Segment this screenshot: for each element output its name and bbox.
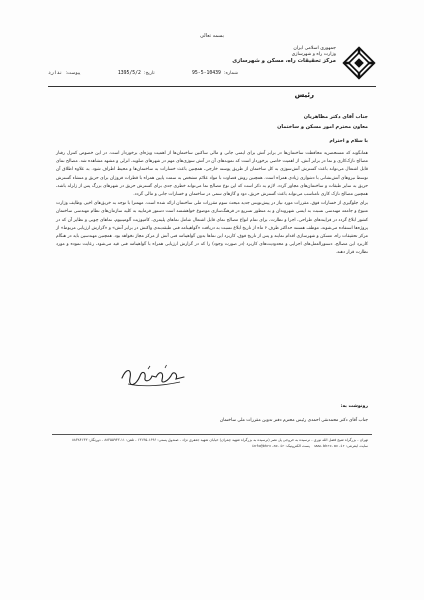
cc-recipient: جناب آقای دکتر محمدتقی احمدی رئیس محترم دفتر تدوین مقررات ملی ساختمان xyxy=(219,418,368,423)
number-value: 95-5-10439 xyxy=(192,70,221,76)
org-name-block xyxy=(226,46,336,64)
letter-meta xyxy=(48,68,238,78)
handwritten-signature-icon xyxy=(118,362,188,390)
email-link[interactable]: info@bhrc.ac.ir xyxy=(251,444,285,449)
letter-attachment xyxy=(48,71,80,76)
org-line: وزارت راه و شهرسازی xyxy=(291,52,336,57)
number-label: شماره: xyxy=(223,70,238,76)
cc-label: رونوشت به: xyxy=(340,404,368,409)
salutation: با سلام و احترام xyxy=(329,139,368,144)
email-label: پست الکترونیک: xyxy=(285,444,310,449)
attachment-label: پیوست: xyxy=(65,70,81,76)
org-name: مرکز تحقیقات راه، مسکن و شهرسازی xyxy=(232,58,336,64)
letter-body xyxy=(56,150,368,259)
addressee-name: جناب آقای دکتر مظاهریان xyxy=(303,114,368,120)
site-label: سایت اینترنتی: xyxy=(345,444,368,449)
addressee-position: معاون محترم امور مسکن و ساختمان xyxy=(277,124,368,130)
body-paragraph: برای جلوگیری از خسارات فوق، مقررات مورد نیاز در پیش‌نویس جدید مبحث سوم مقررات ملی ساختمان ارائه شده است. مهمترا با توجه به خریق‌های اخیر، وظایف وزارت متبوع و جامعه مهندسی نسبت به ایمنی شهروندان و به منظور تسریع در فرهنگ‌سازی موضوع خواهشمند است دستور فرمایید به کلیه سازمان‌های نظام مهندسی ساختمان کشور ابلاغ گردد در فرایندهای طراحی، اجرا و نظارت، برای تمام انواع مصالح نمای قابل اشتعال شامل نماهای پلیمری، کامپوزیت آلومینیوم، نماهای چوبی و نظایر آن که در پروژه‌ها استفاده می‌شوند، موظف هستند حداکثر ظرف ۶ ماه از تاریخ ابلاغ نسبت به دریافت «گواهینامه فنی طبقه‌بندی واکنش در برابر آتش» و «گزارش ارزیابی مربوط» از مرکز تحقیقات راه، مسکن و شهرسازی اقدام نمایند و پس از تاریخ فوق، کاربرد این نماها بدون گواهینامه فنی آتش از مرکز مجاز نخواهد بود. همچنین مهندسین باید در هنگام کاربرد این مصالح، دستورالعمل‌های اجرایی و محدودیت‌های کاربرد (در صورت وجود) را که در گزارش ارزیابی همراه با گواهینامه فنی قید می‌شود، رعایت نموده و مورد نظارت قرار دهند. xyxy=(56,201,368,256)
basmala: بسمه تعالی xyxy=(199,33,225,39)
footer-address: تهران - بزرگراه شیخ فضل الله نوری - نرسیده به خروجی پل نصر (نرسیده به بزرگراه شهید چمران) خیابان شهید جعفری نژاد - صندوق پستی: ۱۶۹۶-۱۳۱۴۵ - تلفن: ۱۱-۸۸۲۵۵۹۴۲ - دورنگار: ۸۸۳۸۴۱۴۳ xyxy=(71,438,368,442)
body-paragraph: همانگونه که مستحضرید محافظت ساختمان‌ها در برابر آتش برای ایمنی جانی و مالی ساکنین ساختمان‌ها از اهمیت ویژه‌ای برخوردار است. در این خصوص کنترل رفتار مصالح نازک‌کاری و نما در برابر آتش، از اهمیت خاصی برخوردار است که نمونه‌های آن در آتش سوزی‌های مهم در شهرهای صلوبه، انزلی و مشهد مشاهده شد. مصالح نمای قابل اشتعال می‌تواند باعث گسترش آتش‌سوزی به کل ساختمان از طریق پوسته خارجی، همچنین باعث خسارات به ساختمان‌ها و محیط اطراف شود. به علاوه اطلاق آن توسط نیروهای آتش‌نشانی با دشواری زیادی همراه است. همچنین روش قضاوت با مواد علائم مشخص به سمت پایین همراه با قطرات فروزان برای حریق و منشاء گسترش حریق به سایر طبقات و ساختمان‌های مجاور گردد. لازم به ذکر است که این نوع مصالح نما می‌تواند خطری جدی برای گسترش حریق در شهرهای بزرگ پس از زلزله باشد، همچنین مصالح نازک کاری نامناسب می‌تواند باعث گسترش حریق، دود و گازهای سمی در ساختمان و خسارات جانی و مالی گردد. xyxy=(56,151,368,198)
footer-contact xyxy=(56,443,368,449)
letter-date xyxy=(118,71,155,76)
org-line: جمهوری اسلامی ایران xyxy=(293,46,336,51)
website-link[interactable]: www.bhrc.ac.ir xyxy=(314,444,345,449)
header-divider xyxy=(48,86,376,87)
date-value: 1395/5/2 xyxy=(117,70,141,76)
footer-divider xyxy=(52,434,372,435)
attachment-value: ندارد xyxy=(48,70,63,76)
addressee xyxy=(277,112,368,132)
bhrc-logo-icon xyxy=(342,46,376,80)
date-label: تاریخ: xyxy=(143,70,155,76)
letterhead xyxy=(48,44,376,84)
letter-number xyxy=(192,71,238,76)
sender-title: رئیس xyxy=(294,91,314,99)
letter-footer xyxy=(56,437,368,450)
